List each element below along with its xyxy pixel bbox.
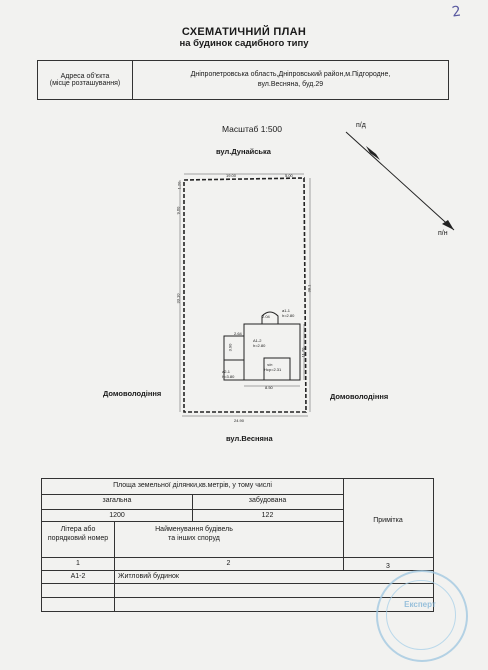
neighbor-left: Домоволодіння (103, 389, 162, 398)
dim-left-mid: 33.10 (175, 293, 181, 304)
table-row-name: Житловий будинок (118, 573, 179, 580)
dim-building-top: 2.04 (262, 314, 270, 319)
address-value-line2: вул.Весняна, буд.29 (257, 81, 324, 88)
address-value-line1: Дніпропетровська область,Дніпровський район,м.Підгородне, (190, 70, 391, 78)
dim-building-side: 3.90 (227, 343, 233, 352)
table-col-name: Найменування будівель та інших споруд (155, 526, 233, 543)
table-val-built: 122 (261, 512, 274, 519)
table-num-1: 1 (76, 560, 80, 567)
address-label-line1: Адреса об'єкта (60, 73, 110, 80)
cellar-height: Нср=2.31 (264, 367, 282, 372)
dim-left-top: 1.20 (176, 181, 182, 190)
site-plan (176, 168, 316, 428)
address-box (37, 60, 449, 100)
table-row-letter: А1-2 (70, 573, 86, 580)
page-number: 2 (450, 3, 462, 21)
dim-building-right: 11.70 (300, 347, 306, 358)
plot-boundary (184, 178, 306, 412)
dim-top-a: 19.00 (226, 173, 237, 178)
table-col-letter: Літера або порядковий номер (47, 526, 109, 543)
porch-top-height: h=2.80 (282, 313, 295, 318)
dim-building-left: 2.64 (234, 331, 242, 336)
table-header-area: Площа земельної ділянки,кв.метрів, у тому числі (113, 482, 272, 489)
neighbor-right: Домоволодіння (330, 392, 389, 401)
document-subtitle: на будинок садибного типу (179, 38, 309, 49)
address-label-line2: (місце розташування) (49, 80, 121, 87)
dim-right: 38.1 (306, 284, 312, 293)
address-label (38, 61, 133, 99)
compass-north-label: п/д (356, 122, 366, 129)
table-col-total: загальна (102, 497, 132, 504)
dim-left-upper: 9.60 (175, 206, 181, 215)
table-num-3: 3 (386, 563, 390, 570)
building-main-height: h=2.80 (253, 343, 266, 348)
arrow-tail (442, 220, 454, 230)
building-main-label: А1-2 (253, 338, 262, 343)
table-val-total: 1200 (109, 512, 125, 519)
compass-arrow (330, 120, 470, 240)
street-bottom: вул.Весняна (226, 434, 273, 443)
dim-bottom: 24.90 (234, 418, 245, 423)
stamp-text: Експерт (404, 600, 436, 609)
cellar-label: ч/п (267, 362, 273, 367)
compass-south-label: п/н (438, 230, 448, 237)
porch-left-label: а2-1 (222, 369, 231, 374)
document-title: СХЕМАТИЧНИЙ ПЛАН (181, 26, 307, 38)
dim-top-b: 5.00 (285, 173, 293, 178)
seal-stamp (376, 570, 468, 662)
table-col-built: забудована (248, 497, 287, 504)
table-num-2: 2 (226, 560, 231, 567)
address-value (133, 61, 448, 99)
table-col-note: Примітка (373, 517, 403, 524)
porch-top-label: а1-1 (282, 308, 291, 313)
area-table (41, 478, 434, 612)
scale-label: Масштаб 1:500 (222, 124, 282, 134)
arrow-head (366, 146, 380, 160)
dim-building-bottom: 8.50 (265, 385, 273, 390)
street-top: вул.Дунайська (216, 147, 271, 156)
porch-left-height: h=3.80 (222, 374, 235, 379)
